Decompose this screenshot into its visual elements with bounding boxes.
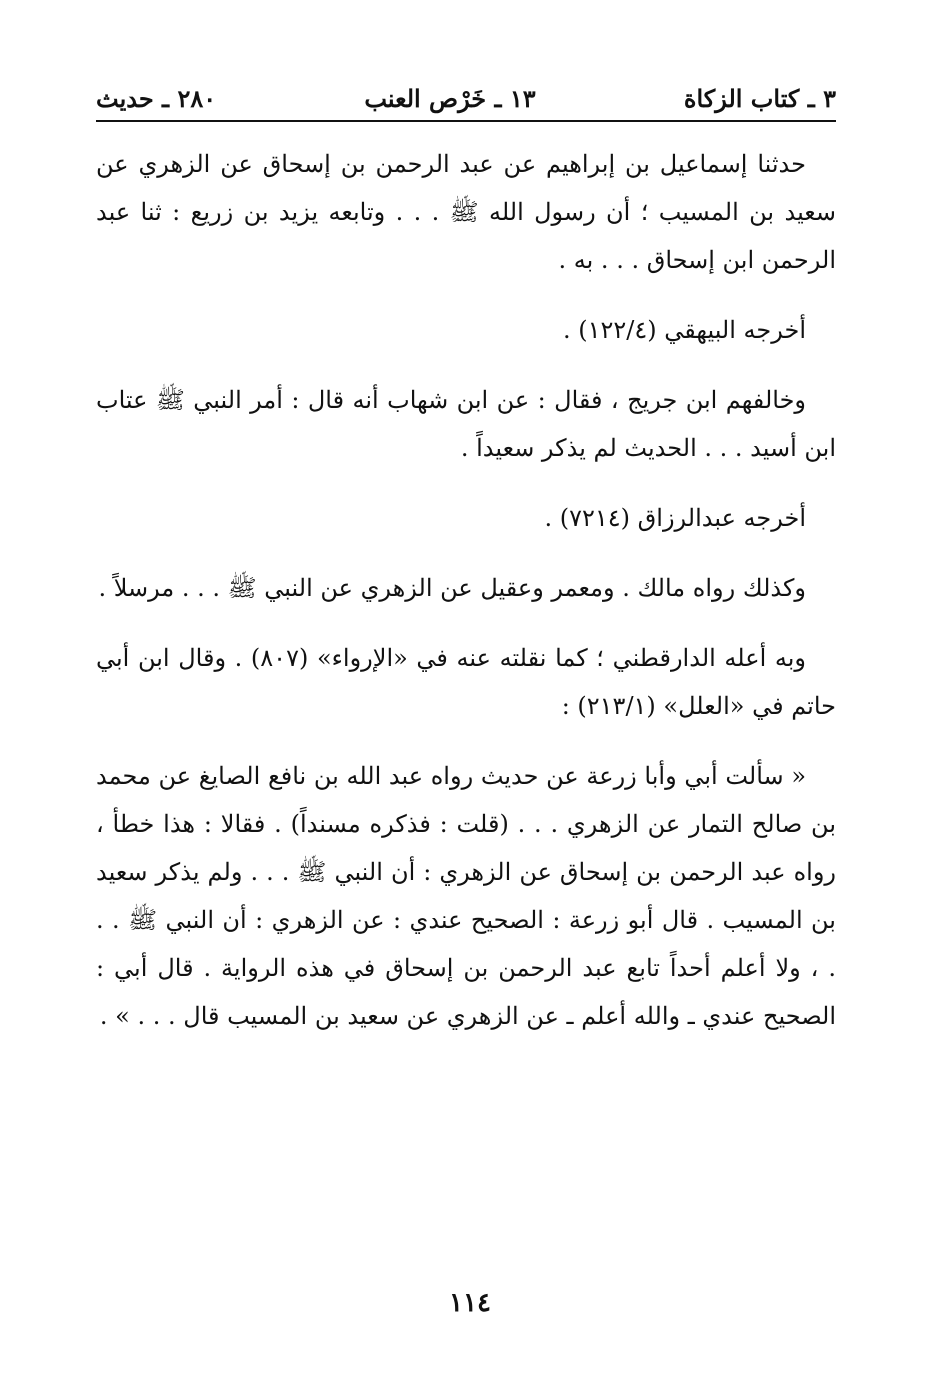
page-number: ١١٤ [449,1288,491,1318]
header-hadith-number: ٢٨٠ ـ حديث [96,83,217,113]
paragraph-ibn-jurayj: وخالفهم ابن جريج ، فقال : عن ابن شهاب أنه قال : أمر النبي ﷺ عتاب ابن أسيد . . . الحديث لم يذكر سعيداً . [96,386,836,462]
header-rule [96,120,836,122]
body-text [96,140,836,1062]
paragraph-daraqutni: وبه أعله الدارقطني ؛ كما نقلته عنه في «الإرواء» (٨٠٧) . وقال ابن أبي حاتم في «العلل» (٢١٣/١) : [96,644,836,720]
paragraph-ilal-quote: « سألت أبي وأبا زرعة عن حديث رواه عبد الله بن نافع الصايغ عن محمد بن صالح التمار عن الزهري . . . (قلت : فذكره مسنداً) . فقالا : هذا خطأ ، رواه عبد الرحمن بن إسحاق عن الزهري : أن النبي ﷺ . . . ولم يذكر سعيد بن المسيب . قال أبو زرعة : الصحيح عندي : عن الزهري : أن النبي ﷺ . . . ، ولا أعلم أحداً تابع عبد الرحمن بن إسحاق في هذه الرواية . قال أبي : الصحيح عندي ـ والله أعلم ـ عن الزهري عن سعيد بن المسيب قال . . . » . [96,762,836,1030]
paragraph-malik: وكذلك رواه مالك . ومعمر وعقيل عن الزهري عن النبي ﷺ . . . مرسلاً . [98,574,806,602]
paragraph-isnad: حدثنا إسماعيل بن إبراهيم عن عبد الرحمن بن إسحاق عن الزهري عن سعيد بن المسيب ؛ أن رسول الله ﷺ . . . وتابعه يزيد بن زريع : ثنا عبد الرحمن ابن إسحاق . . . به . [96,150,836,274]
running-header [96,80,836,116]
header-chapter: ٣ ـ كتاب الزكاة [683,83,836,113]
paragraph-abdurrazzaq: أخرجه عبدالرزاق (٧٢١٤) . [544,504,806,532]
paragraph-bayhaqi: أخرجه البيهقي (١٢٢/٤) . [562,316,806,344]
header-section: ١٣ ـ خَرْص العنب [364,83,536,113]
